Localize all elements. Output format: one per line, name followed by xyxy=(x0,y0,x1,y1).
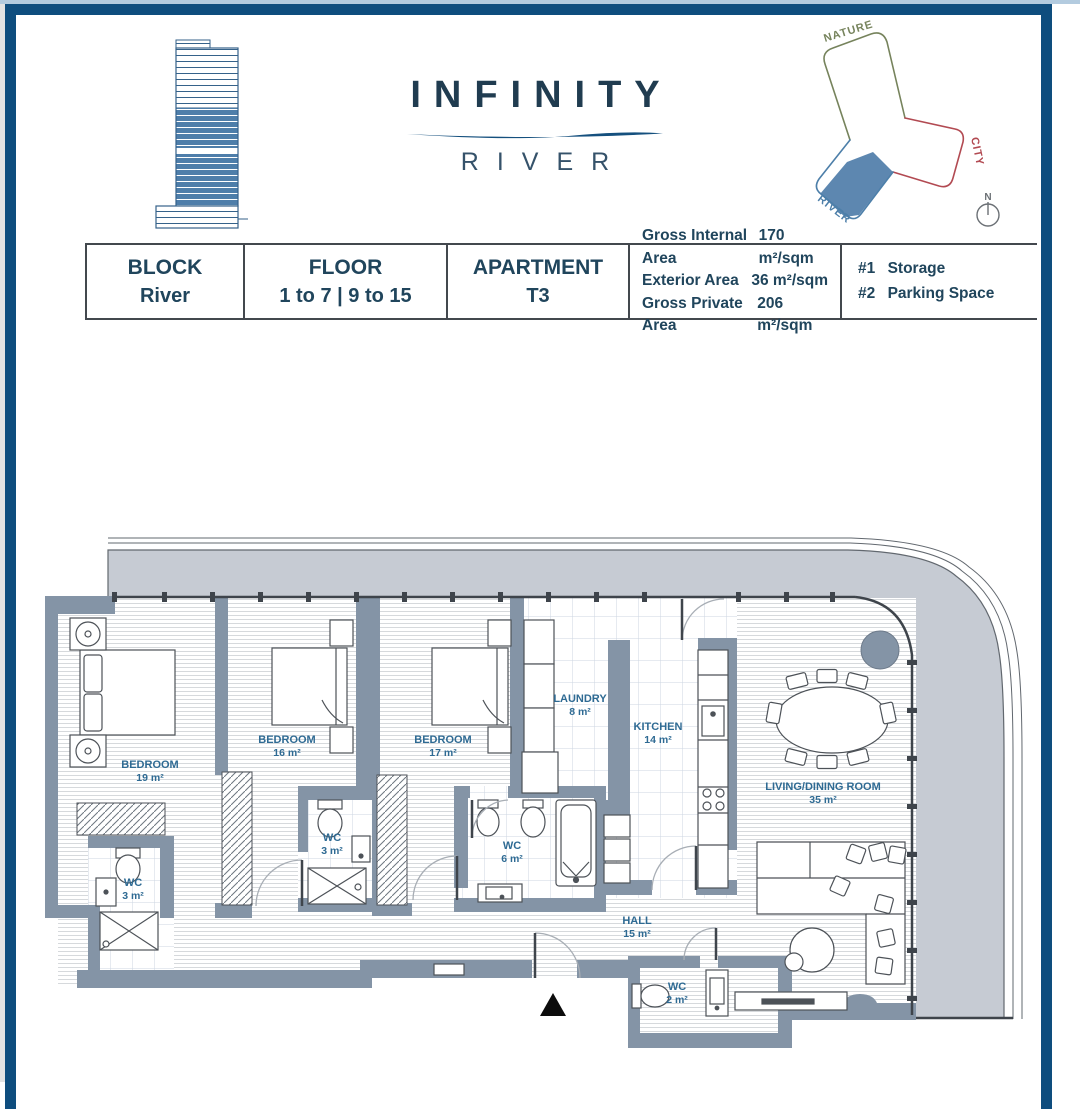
site-footprint-diagram xyxy=(795,12,1010,237)
floor-label: FLOOR xyxy=(308,256,383,280)
room-label-wc-3b: WC 3 m² xyxy=(321,832,343,858)
area-row: Gross Private Area 206 m²/sqm xyxy=(642,294,813,335)
extra-row: #2 Parking Space xyxy=(858,284,995,302)
info-cell-floor xyxy=(245,245,448,318)
info-cell-extras xyxy=(842,245,1037,318)
room-label-hall: HALL 15 m² xyxy=(622,915,652,941)
area-row: Exterior Area 36 m²/sqm xyxy=(642,272,828,290)
city-wing-outline xyxy=(893,118,963,187)
nature-wing-outline xyxy=(824,33,905,140)
nature-label: NATURE xyxy=(822,18,875,45)
info-table xyxy=(85,227,1037,335)
room-label-laundry: LAUNDRY 8 m² xyxy=(553,693,607,719)
block-label: BLOCK xyxy=(127,256,203,280)
info-cell-areas xyxy=(630,227,842,335)
tower-logo xyxy=(148,38,253,230)
floor-plan xyxy=(0,520,1080,1109)
brand-block xyxy=(330,74,740,177)
apartment-label: APARTMENT xyxy=(472,256,604,280)
compass-icon xyxy=(977,192,999,226)
room-label-bedroom-19: BEDROOM 19 m² xyxy=(121,759,179,785)
brand-wave-icon xyxy=(404,127,666,140)
river-label: RIVER xyxy=(815,192,853,227)
room-label-bedroom-17: BEDROOM 17 m² xyxy=(414,734,472,760)
extra-row: #1 Storage xyxy=(858,259,946,277)
room-label-kitchen: KITCHEN 14 m² xyxy=(633,721,683,747)
room-label-wc-2: WC 2 m² xyxy=(666,981,688,1007)
floor-value: 1 to 7 | 9 to 15 xyxy=(279,284,412,307)
svg-text:N: N xyxy=(984,192,992,203)
info-cell-apartment xyxy=(448,245,630,318)
block-value: River xyxy=(139,284,191,307)
column xyxy=(861,631,899,669)
room-label-wc-3a: WC 3 m² xyxy=(122,877,144,903)
room-label-living-dining: LIVING/DINING ROOM 35 m² xyxy=(765,781,881,807)
room-label-bedroom-16: BEDROOM 16 m² xyxy=(258,734,316,760)
area-row: Gross Internal Area 170 m²/sqm xyxy=(642,227,814,267)
info-cell-block xyxy=(87,245,245,318)
city-label: CITY xyxy=(968,136,986,168)
room-label-wc-6: WC 6 m² xyxy=(501,840,523,866)
brand-subtitle: RIVER xyxy=(460,148,628,176)
apartment-value: T3 xyxy=(526,284,550,307)
brand-title: INFINITY xyxy=(410,74,673,116)
